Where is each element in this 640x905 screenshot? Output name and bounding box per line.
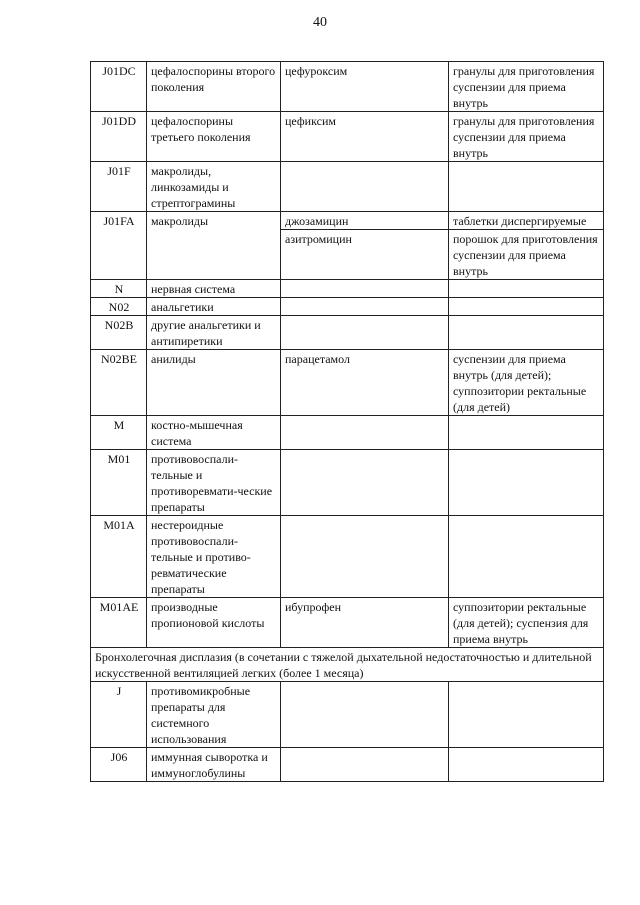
- dosage-form-cell: [449, 416, 604, 450]
- drug-cell: цефиксим: [281, 112, 449, 162]
- dosage-form-cell: суппозитории ректальные (для детей); суспензия для приема внутрь: [449, 598, 604, 648]
- atc-code-cell: N02: [91, 298, 147, 316]
- dosage-form-cell: [449, 450, 604, 516]
- drug-cell: [281, 516, 449, 598]
- table-row: [91, 212, 604, 230]
- page-number: 40: [313, 15, 327, 30]
- dosage-form-cell: [449, 280, 604, 298]
- group-cell: макролиды, линкозамиды и стрептограмины: [147, 162, 281, 212]
- drug-cell: [281, 162, 449, 212]
- drug-cell: [281, 316, 449, 350]
- medication-table: [90, 61, 604, 782]
- dosage-form-cell: [449, 316, 604, 350]
- drug-cell: [281, 416, 449, 450]
- group-cell: противовоспали-тельные и противоревмати-ческие препараты: [147, 450, 281, 516]
- group-cell: противомикробные препараты для системного использования: [147, 682, 281, 748]
- atc-code-cell: J01FA: [91, 212, 147, 280]
- table-row: [91, 416, 604, 450]
- group-cell: производные пропионовой кислоты: [147, 598, 281, 648]
- dosage-form-cell: [449, 748, 604, 782]
- dosage-form-cell: [449, 298, 604, 316]
- dosage-form-cell: [449, 682, 604, 748]
- table-row: [91, 298, 604, 316]
- atc-code-cell: M01AE: [91, 598, 147, 648]
- atc-code-cell: J: [91, 682, 147, 748]
- drug-cell: джозамицин: [281, 212, 449, 230]
- table-row: [91, 450, 604, 516]
- section-heading-cell: Бронхолегочная дисплазия (в сочетании с тяжелой дыхательной недостаточностью и длительной искусственной вентиляцией легких (более 1 месяца): [91, 648, 604, 682]
- atc-code-cell: N: [91, 280, 147, 298]
- dosage-form-cell: гранулы для приготовления суспензии для приема внутрь: [449, 112, 604, 162]
- drug-cell: цефуроксим: [281, 62, 449, 112]
- table-row: [91, 62, 604, 112]
- dosage-form-cell: суспензии для приема внутрь (для детей); суппозитории ректальные (для детей): [449, 350, 604, 416]
- atc-code-cell: M01A: [91, 516, 147, 598]
- table-row: [91, 316, 604, 350]
- atc-code-cell: M01: [91, 450, 147, 516]
- atc-code-cell: N02BE: [91, 350, 147, 416]
- drug-cell: ибупрофен: [281, 598, 449, 648]
- atc-code-cell: J01DC: [91, 62, 147, 112]
- group-cell: цефалоспорины третьего поколения: [147, 112, 281, 162]
- dosage-form-cell: таблетки диспергируемые: [449, 212, 604, 230]
- group-cell: анилиды: [147, 350, 281, 416]
- drug-cell: [281, 682, 449, 748]
- group-cell: нервная система: [147, 280, 281, 298]
- group-cell: другие анальгетики и антипиретики: [147, 316, 281, 350]
- group-cell: цефалоспорины второго поколения: [147, 62, 281, 112]
- drug-cell: [281, 298, 449, 316]
- table-row: [91, 598, 604, 648]
- dosage-form-cell: порошок для приготовления суспензии для приема внутрь: [449, 230, 604, 280]
- table-row: [91, 682, 604, 748]
- dosage-form-cell: [449, 162, 604, 212]
- dosage-form-cell: гранулы для приготовления суспензии для приема внутрь: [449, 62, 604, 112]
- atc-code-cell: M: [91, 416, 147, 450]
- group-cell: анальгетики: [147, 298, 281, 316]
- group-cell: костно-мышечная система: [147, 416, 281, 450]
- group-cell: иммунная сыворотка и иммуноглобулины: [147, 748, 281, 782]
- table-row: [91, 516, 604, 598]
- table-row: [91, 748, 604, 782]
- drug-cell: [281, 280, 449, 298]
- table-section-row: [91, 648, 604, 682]
- drug-cell: парацетамол: [281, 350, 449, 416]
- drug-cell: [281, 450, 449, 516]
- drug-cell: азитромицин: [281, 230, 449, 280]
- drug-cell: [281, 748, 449, 782]
- group-cell: нестероидные противовоспали-тельные и противо-ревматические препараты: [147, 516, 281, 598]
- atc-code-cell: N02B: [91, 316, 147, 350]
- atc-code-cell: J01F: [91, 162, 147, 212]
- atc-code-cell: J06: [91, 748, 147, 782]
- table-row: [91, 162, 604, 212]
- group-cell: макролиды: [147, 212, 281, 280]
- table-row: [91, 112, 604, 162]
- atc-code-cell: J01DD: [91, 112, 147, 162]
- dosage-form-cell: [449, 516, 604, 598]
- table-row: [91, 280, 604, 298]
- table-row: [91, 350, 604, 416]
